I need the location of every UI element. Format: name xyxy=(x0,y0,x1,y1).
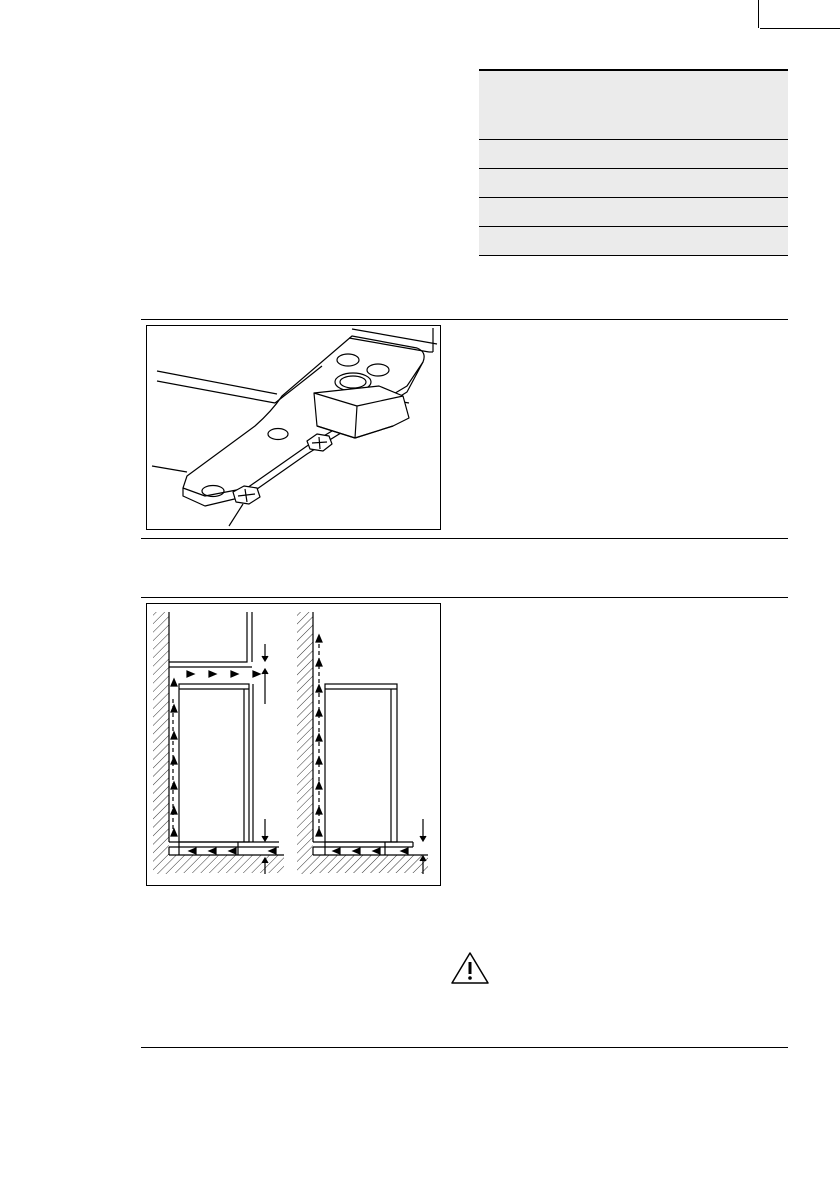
spec-table-row xyxy=(479,140,788,169)
foot-bracket-drawing xyxy=(147,326,440,529)
section-rule xyxy=(141,1047,788,1048)
spec-table xyxy=(479,69,788,256)
ventilation-drawing xyxy=(147,604,440,885)
crop-mark-right xyxy=(760,28,840,29)
section-rule xyxy=(141,538,788,539)
warning-triangle-icon xyxy=(449,950,491,986)
spec-table-row xyxy=(479,198,788,227)
spec-table-row xyxy=(479,169,788,198)
spec-table-header xyxy=(479,70,788,140)
section-rule xyxy=(141,597,788,598)
ventilation-illustration xyxy=(146,603,441,886)
foot-bracket-illustration xyxy=(146,325,441,530)
crop-mark-top xyxy=(758,0,759,28)
spec-table-row xyxy=(479,227,788,256)
section-rule xyxy=(141,319,788,320)
